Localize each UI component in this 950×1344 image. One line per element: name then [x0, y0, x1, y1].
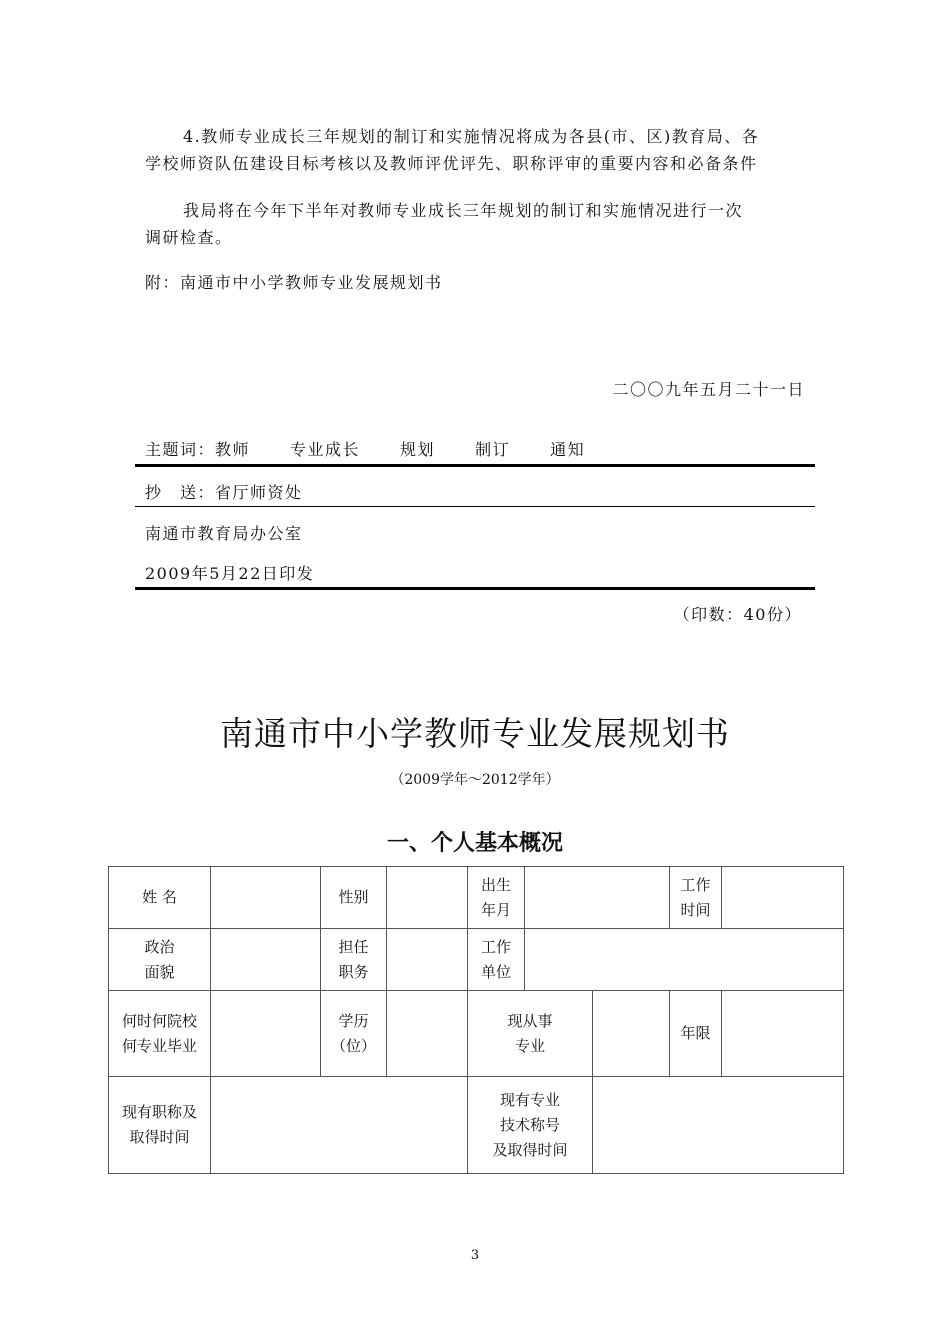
current-major-label — [468, 991, 593, 1077]
duty-label — [321, 929, 387, 991]
keywords-line — [145, 437, 585, 463]
graduation-value-cell[interactable] — [211, 991, 321, 1077]
years-value-cell[interactable] — [722, 991, 844, 1077]
tech-title-label-line: 及取得时间 — [492, 1140, 568, 1159]
unit-label-line: 单位 — [480, 962, 511, 981]
name-value-cell[interactable] — [211, 867, 321, 929]
degree-label-line: 学历 — [338, 1011, 369, 1030]
paragraph-5-line-1: 我局将在今年下半年对教师专业成长三年规划的制订和实施情况进行一次 — [183, 201, 744, 220]
tech-title-value-cell[interactable] — [593, 1077, 844, 1174]
graduation-label — [109, 991, 211, 1077]
name-label: 姓 名 — [109, 867, 211, 929]
keyword: 通知 — [550, 440, 586, 459]
divider-thin — [135, 506, 815, 507]
birth-label-line: 出生 — [480, 875, 511, 894]
cc-line — [145, 480, 303, 506]
title-label-line: 现有职称及 — [121, 1103, 197, 1121]
paragraph-4-line-1: 4.教师专业成长三年规划的制订和实施情况将成为各县(市、区)教育局、各 — [183, 127, 760, 146]
political-label — [109, 929, 211, 991]
tech-title-label-line: 技术称号 — [499, 1115, 560, 1134]
divider-thick-bottom — [135, 587, 815, 590]
title-value-cell[interactable] — [211, 1077, 468, 1174]
print-copies: （印数：40份） — [673, 605, 802, 624]
worktime-label-line: 时间 — [680, 900, 711, 919]
unit-value-cell[interactable] — [525, 929, 844, 991]
degree-value-cell[interactable] — [387, 991, 468, 1077]
worktime-label — [670, 867, 722, 929]
keyword: 专业成长 — [290, 440, 361, 459]
duty-label-line: 担任 — [338, 937, 369, 956]
degree-label-line: （位） — [330, 1036, 376, 1055]
birth-label-line: 年月 — [480, 900, 511, 919]
political-label-line: 政治 — [144, 937, 175, 956]
plan-subtitle: （2009学年～2012学年） — [390, 772, 560, 788]
keyword: 规划 — [400, 440, 436, 459]
title-label-line: 取得时间 — [129, 1128, 190, 1146]
worktime-value-cell[interactable] — [722, 867, 844, 929]
worktime-label-line: 工作 — [680, 875, 711, 894]
notice-date: 二〇〇九年五月二十一日 — [612, 380, 805, 399]
keyword: 制订 — [475, 440, 511, 459]
duty-label-line: 职务 — [338, 962, 369, 981]
attachment-line: 附：南通市中小学教师专业发展规划书 — [145, 273, 443, 292]
divider-thick-top — [135, 464, 815, 467]
print-date: 2009年5月22日印发 — [145, 564, 315, 583]
tech-title-label-line: 现有专业 — [499, 1090, 560, 1109]
cc-label: 抄 送： — [145, 483, 216, 502]
duty-value-cell[interactable] — [387, 929, 468, 991]
plan-title: 南通市中小学教师专业发展规划书 — [220, 714, 730, 753]
gender-value-cell[interactable] — [387, 867, 468, 929]
section-title: 一、个人基本概况 — [386, 831, 563, 856]
keyword: 教师 — [215, 440, 251, 459]
unit-label-line: 工作 — [480, 937, 511, 956]
tech-title-label — [468, 1077, 593, 1174]
birth-label — [468, 867, 525, 929]
gender-label: 性别 — [321, 867, 387, 929]
title-label — [109, 1077, 211, 1174]
page-number: 3 — [470, 1248, 480, 1263]
paragraph-5-line-2: 调研检查。 — [145, 228, 233, 247]
personal-info-table — [108, 866, 844, 1174]
issuing-office: 南通市教育局办公室 — [145, 524, 303, 543]
political-value-cell[interactable] — [211, 929, 321, 991]
unit-label — [468, 929, 525, 991]
current-major-value-cell[interactable] — [593, 991, 670, 1077]
current-major-label-line: 现从事 — [507, 1011, 553, 1030]
paragraph-4-line-2: 学校师资队伍建设目标考核以及教师评优评先、职称评审的重要内容和必备条件 — [145, 154, 758, 173]
keywords-label: 主题词： — [145, 440, 216, 459]
degree-label — [321, 991, 387, 1077]
current-major-label-line: 专业 — [514, 1036, 545, 1055]
graduation-label-line: 何专业毕业 — [121, 1036, 197, 1055]
birth-value-cell[interactable] — [525, 867, 670, 929]
political-label-line: 面貌 — [144, 962, 175, 981]
cc-value: 省厅师资处 — [215, 483, 303, 502]
graduation-label-line: 何时何院校 — [121, 1011, 197, 1030]
years-label: 年限 — [670, 991, 722, 1077]
